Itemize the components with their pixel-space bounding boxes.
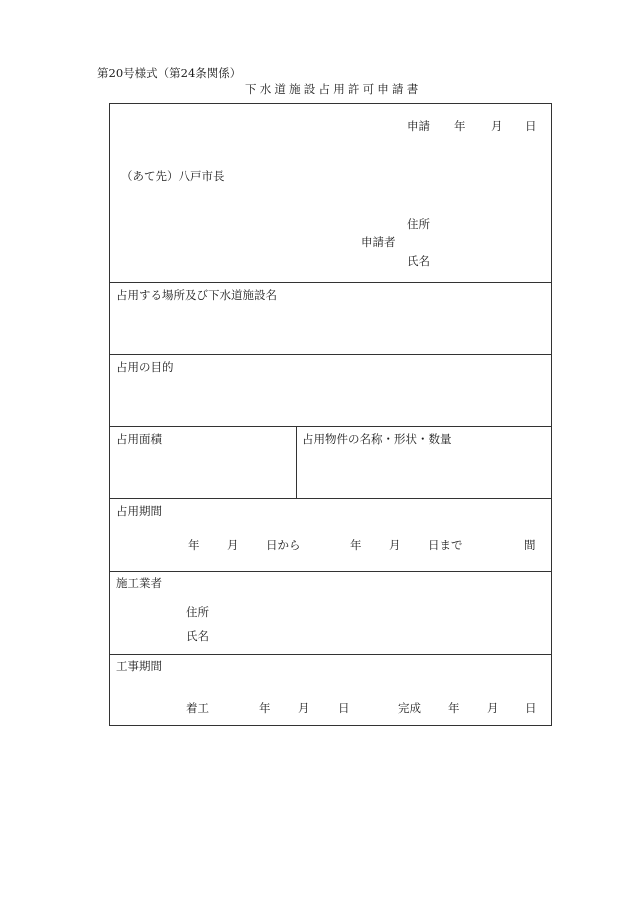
applicant-label: 申請者 bbox=[361, 235, 396, 249]
construction-label: 工事期間 bbox=[116, 659, 162, 673]
period-label: 占用期間 bbox=[116, 504, 162, 518]
addressee: （あて先）八戸市長 bbox=[121, 169, 225, 183]
construction-start-month: 月 bbox=[298, 701, 310, 715]
construction-start-label: 着工 bbox=[186, 701, 209, 715]
divider bbox=[110, 498, 551, 499]
application-month: 月 bbox=[491, 119, 503, 133]
column-divider bbox=[296, 426, 297, 498]
contractor-name-label: 氏名 bbox=[186, 629, 209, 643]
divider bbox=[110, 282, 551, 283]
area-label: 占用面積 bbox=[116, 432, 162, 446]
application-day: 日 bbox=[525, 119, 537, 133]
period-start-year: 年 bbox=[188, 538, 200, 552]
form-number: 第20号様式（第24条関係） bbox=[97, 66, 242, 80]
location-label: 占用する場所及び下水道施設名 bbox=[116, 288, 277, 302]
form-title: 下水道施設占用許可申請書 bbox=[245, 82, 422, 96]
contractor-address-label: 住所 bbox=[186, 605, 209, 619]
construction-end-month: 月 bbox=[487, 701, 499, 715]
period-end-year: 年 bbox=[350, 538, 362, 552]
period-to-day: 日まで bbox=[428, 538, 463, 552]
construction-start-day: 日 bbox=[338, 701, 350, 715]
divider bbox=[110, 654, 551, 655]
objects-label: 占用物件の名称・形状・数量 bbox=[302, 432, 452, 446]
divider bbox=[110, 571, 551, 572]
period-start-month: 月 bbox=[227, 538, 239, 552]
contractor-label: 施工業者 bbox=[116, 576, 162, 590]
applicant-address-label: 住所 bbox=[407, 217, 430, 231]
period-from-day: 日から bbox=[266, 538, 301, 552]
application-date-label: 申請 bbox=[407, 119, 430, 133]
period-duration: 間 bbox=[524, 538, 536, 552]
construction-end-year: 年 bbox=[448, 701, 460, 715]
divider bbox=[110, 426, 551, 427]
construction-start-year: 年 bbox=[259, 701, 271, 715]
construction-end-day: 日 bbox=[525, 701, 537, 715]
application-year: 年 bbox=[454, 119, 466, 133]
divider bbox=[110, 354, 551, 355]
purpose-label: 占用の目的 bbox=[116, 360, 174, 374]
applicant-name-label: 氏名 bbox=[407, 254, 430, 268]
application-form bbox=[109, 103, 552, 726]
construction-end-label: 完成 bbox=[398, 701, 421, 715]
period-end-month: 月 bbox=[389, 538, 401, 552]
